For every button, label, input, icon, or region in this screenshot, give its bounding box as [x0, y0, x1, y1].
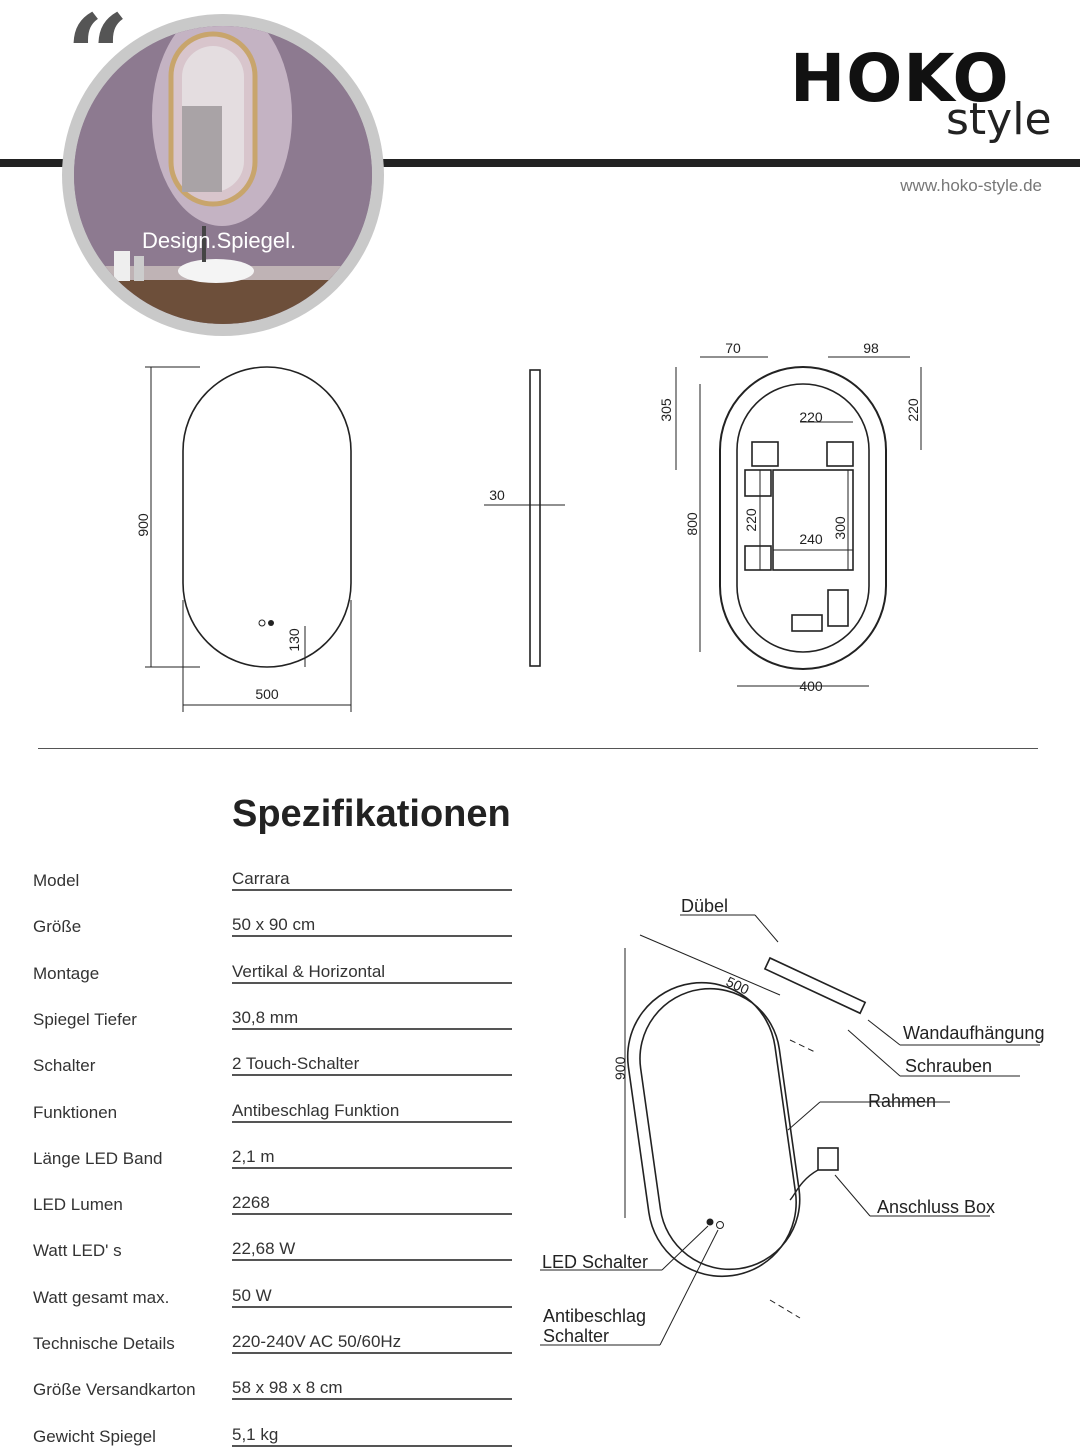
spec-row: [33, 1169, 513, 1215]
dim-switch-offset: 130: [286, 628, 302, 652]
dim-back-inner-width: 240: [799, 531, 823, 547]
mirror-outline: [618, 973, 806, 1286]
front-mirror-outline: [183, 367, 351, 667]
spec-value: 22,68 W: [232, 1239, 512, 1261]
spec-row: [33, 984, 513, 1030]
dim-side-depth: 30: [489, 487, 505, 503]
section-divider: [38, 748, 1038, 749]
spec-value: 220-240V AC 50/60Hz: [232, 1332, 512, 1354]
spec-label: Montage: [33, 963, 100, 983]
spec-row: [33, 938, 513, 984]
connection-box: [818, 1148, 838, 1170]
spec-row: [33, 1030, 513, 1076]
dim-back-left-mid: 800: [684, 512, 700, 536]
spec-label: Länge LED Band: [33, 1148, 163, 1168]
wall-bracket: [765, 958, 865, 1013]
dim-back-inner-top: 220: [799, 409, 823, 425]
spec-row: [33, 891, 513, 937]
dim-exploded-height: 900: [612, 1056, 628, 1080]
spec-label: Spiegel Tiefer: [33, 1009, 137, 1029]
dim-back-right-upper: 220: [905, 398, 921, 422]
label-anschluss-box: Anschluss Box: [877, 1197, 996, 1217]
spec-label: Technische Details: [33, 1334, 175, 1353]
label-rahmen: Rahmen: [868, 1091, 937, 1111]
spec-row: [33, 845, 513, 891]
spec-value: 2 Touch-Schalter: [232, 1054, 512, 1076]
spec-value: 58 x 98 x 8 cm: [232, 1378, 512, 1400]
technical-drawing: [0, 300, 1080, 730]
brand-url[interactable]: www.hoko-style.de: [900, 176, 1042, 195]
spec-value: Antibeschlag Funktion: [232, 1101, 512, 1123]
exploded-drawing: [530, 880, 1070, 1440]
label-schrauben: Schrauben: [905, 1056, 993, 1076]
spec-label: Größe: [33, 917, 82, 937]
spec-value: 50 x 90 cm: [232, 915, 512, 937]
spec-value: 2268: [232, 1193, 512, 1215]
spec-value: Vertikal & Horizontal: [232, 962, 512, 984]
spec-label: LED Lumen: [33, 1195, 123, 1215]
spec-row: [33, 1123, 513, 1169]
dim-back-inner-left: 220: [743, 508, 759, 532]
dim-exploded-width: 500: [723, 973, 752, 998]
spec-label: Watt LED' s: [33, 1241, 122, 1261]
spec-value: 2,1 m: [232, 1147, 512, 1169]
label-antibeschlag-schalter: Antibeschlag Schalter: [543, 1306, 647, 1346]
dim-back-left-upper: 305: [658, 398, 674, 422]
label-dubel: Dübel: [681, 896, 729, 916]
quote-mark: “: [66, 0, 130, 119]
brand-subline: style: [946, 94, 1052, 145]
spec-value: 30,8 mm: [232, 1008, 512, 1030]
hero-caption: Design.Spiegel.: [142, 228, 297, 253]
brand-logo: HOKO: [790, 40, 1010, 117]
spec-title: Spezifikationen: [232, 793, 511, 835]
label-wandaufhaengung: Wandaufhängung: [903, 1023, 1045, 1043]
dim-back-inner-height: 300: [832, 516, 848, 540]
side-profile: [530, 370, 540, 666]
spec-row: [33, 1401, 513, 1447]
spec-row: [33, 1354, 513, 1400]
spec-label: Gewicht Spiegel: [33, 1426, 156, 1446]
spec-label: Größe Versandkarton: [33, 1380, 196, 1400]
spec-value: Carrara: [232, 869, 512, 891]
dim-front-width: 500: [255, 686, 279, 702]
spec-value: 50 W: [232, 1286, 512, 1308]
spec-value: 5,1 kg: [232, 1425, 512, 1447]
spec-label: Watt gesamt max.: [33, 1287, 170, 1307]
spec-row: [33, 1215, 513, 1261]
spec-label: Funktionen: [33, 1102, 118, 1122]
spec-label: Schalter: [33, 1056, 96, 1076]
spec-row: [33, 1308, 513, 1354]
spec-label: Model: [33, 871, 80, 890]
spec-row: [33, 1262, 513, 1308]
dim-back-bottom: 400: [799, 678, 823, 694]
label-led-schalter: LED Schalter: [542, 1252, 649, 1272]
dim-back-top-left: 70: [725, 340, 741, 356]
spec-row: [33, 1077, 513, 1123]
dim-front-height: 900: [135, 513, 151, 537]
dim-back-top-right: 98: [863, 340, 879, 356]
